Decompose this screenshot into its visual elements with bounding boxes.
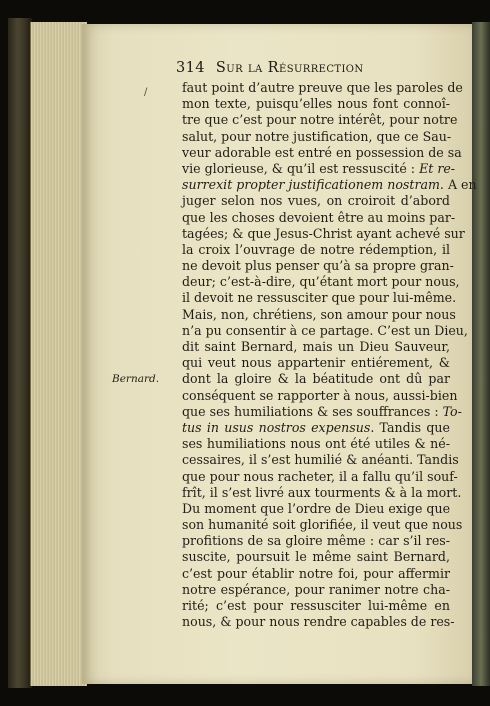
text-line — [182, 225, 465, 242]
text-span: conséquent se rapporter à nous, aussi-bien — [182, 387, 458, 403]
text-span: mon texte, puisqu’elles nous font connoî- — [182, 96, 450, 112]
text-line — [182, 129, 450, 145]
book-binding — [8, 18, 32, 688]
text-span: la croix l’ouvrage de notre rédemption, il — [182, 241, 450, 257]
text-line — [182, 193, 450, 209]
text-span: c’est pour établir notre foi, pour affermir — [182, 565, 450, 581]
text-span: que ses humiliations & ses souffrances : — [182, 403, 443, 419]
text-line — [182, 549, 450, 565]
text-span: tre que c’est pour notre intérêt, pour notre — [182, 112, 458, 128]
text-line — [182, 371, 450, 387]
text-span: vie glorieuse, & qu’il est ressuscité : — [182, 160, 420, 176]
text-line — [182, 144, 462, 161]
text-line — [182, 96, 450, 112]
text-line — [182, 322, 468, 339]
text-line — [182, 209, 456, 226]
text-line — [182, 517, 463, 533]
text-line — [182, 339, 450, 355]
text-line — [182, 420, 450, 436]
italic-span: tus in usus nostros expensus. — [182, 419, 375, 435]
text-line — [182, 436, 450, 452]
marginal-note: Bernard. — [112, 373, 160, 385]
text-span: faut point d’autre preuve que les paroles de — [182, 80, 463, 95]
text-span: tagées; & que Jesus-Christ ayant achevé sur — [182, 225, 465, 241]
text-span: rité; c’est pour ressusciter lui-même en — [182, 598, 450, 613]
italic-span: Et re- — [419, 160, 456, 176]
text-line — [182, 387, 458, 404]
text-span: n’a pu consentir à ce partage. C’est un Dieu, — [182, 322, 468, 338]
text-line — [182, 274, 460, 290]
text-span: notre espérance, pour ranimer notre cha- — [182, 581, 450, 597]
text-line — [182, 533, 450, 549]
text-span: ses humiliations nous ont été utiles & né- — [182, 436, 450, 452]
text-span: salut, pour notre justification, que ce Sau- — [182, 128, 452, 144]
text-span: profitions de sa gloire même : car s’il res- — [182, 533, 450, 549]
text-span: veur adorable est entré en possession de sa — [182, 144, 462, 160]
text-span: A en — [443, 177, 477, 193]
text-span: son humanité soit glorifiée, il veut que nous — [182, 517, 463, 533]
page-edges — [30, 22, 87, 686]
text-span: ne devoit plus penser qu’à sa propre gran- — [182, 258, 454, 274]
text-line — [182, 177, 477, 193]
running-header — [176, 60, 456, 80]
text-line — [182, 598, 450, 614]
facing-cover-edge — [472, 22, 490, 686]
text-line — [182, 160, 456, 177]
text-line — [182, 614, 455, 630]
body-text — [182, 80, 477, 630]
italic-span: To- — [442, 403, 462, 419]
text-span: deur; c’est-à-dire, qu’étant mort pour nous, — [182, 274, 460, 290]
text-span: cessaires, il s’est humilié & anéanti. Tandis — [182, 452, 459, 468]
text-span: que les choses devoient être au moins par- — [182, 209, 456, 225]
text-span: dit saint Bernard, mais un Dieu Sauveur, — [182, 339, 450, 354]
running-head-title: Sur la Résurrection — [215, 60, 364, 76]
text-line — [182, 484, 462, 501]
text-line — [182, 468, 458, 485]
margin-mark: / — [144, 87, 148, 98]
text-line — [182, 403, 462, 420]
text-span: juger selon nos vues, on croiroit d’abord — [182, 193, 450, 209]
text-line — [182, 452, 459, 468]
text-line — [182, 112, 458, 128]
text-span: nous, & pour nous rendre capables de res- — [182, 614, 455, 630]
text-span: suscite, poursuit le même saint Bernard, — [182, 549, 450, 565]
text-span: Tandis que — [374, 419, 450, 435]
text-line — [182, 290, 457, 306]
text-span: Mais, non, chrétiens, son amour pour nous — [182, 306, 456, 322]
text-line — [182, 566, 450, 582]
text-span: dont la gloire & la béatitude ont dû par — [182, 371, 450, 387]
text-line — [182, 242, 450, 258]
text-span: il devoit ne ressusciter que pour lui-même. — [182, 290, 457, 306]
text-span: frît, il s’est livré aux tourments & à la mort. — [182, 484, 462, 500]
text-line — [182, 306, 456, 323]
text-line — [182, 80, 463, 96]
italic-span: surrexit propter justificationem nostram. — [182, 177, 444, 193]
text-line — [182, 258, 454, 274]
text-span: Du moment que l’ordre de Dieu exige que — [182, 500, 451, 516]
text-span: qui veut nous appartenir entiérement, & — [182, 355, 450, 371]
text-line — [182, 501, 450, 517]
text-span: que pour nous racheter, il a fallu qu’il souf- — [182, 468, 458, 484]
page-number: 314 — [176, 60, 205, 76]
text-line — [182, 582, 450, 598]
text-line — [182, 355, 450, 371]
